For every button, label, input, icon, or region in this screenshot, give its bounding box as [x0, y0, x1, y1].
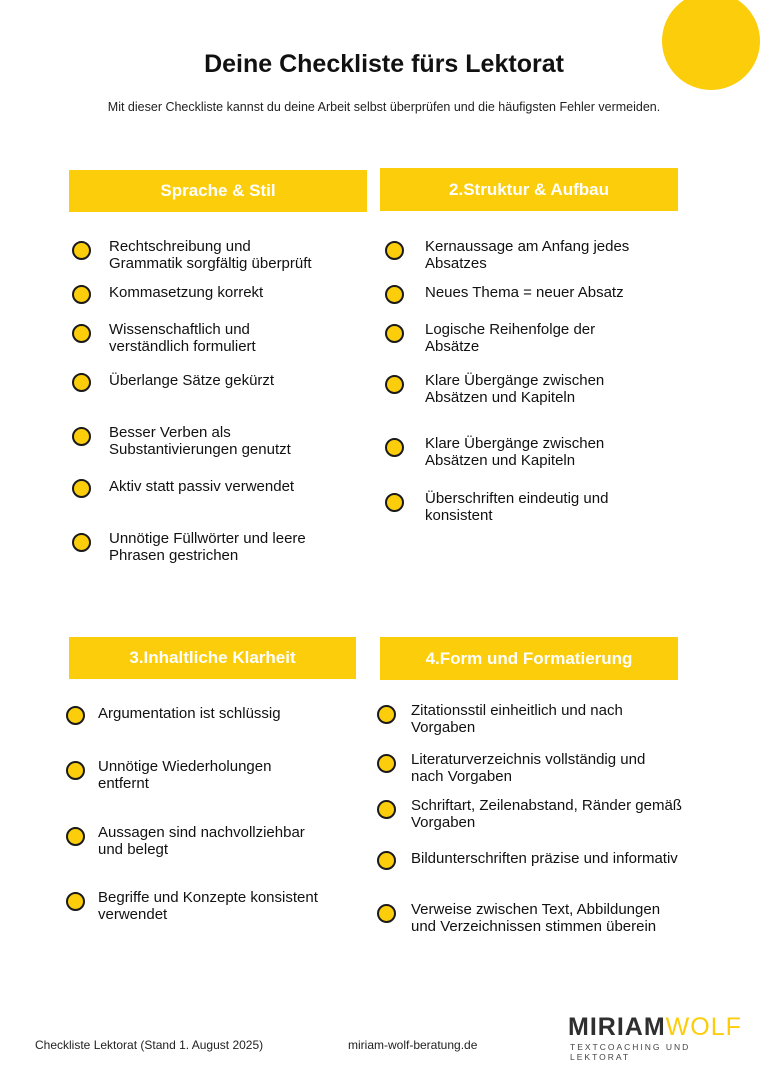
checklist-item-text [425, 372, 604, 406]
checklist-item-text [109, 321, 256, 355]
checkbox-circle-icon[interactable] [72, 533, 91, 552]
checklist-item-line: Wissenschaftlich und [109, 321, 250, 338]
checkbox-circle-icon[interactable] [377, 851, 396, 870]
checklist-item-text [425, 284, 624, 301]
checklist-item-text [411, 702, 623, 736]
checkbox-circle-icon[interactable] [72, 373, 91, 392]
checkbox-circle-icon[interactable] [66, 827, 85, 846]
brand-logo [568, 1014, 748, 1062]
checkbox-circle-icon[interactable] [72, 241, 91, 260]
checklist-item-line: Zitationsstil einheitlich und nach [411, 702, 623, 719]
checkbox-circle-icon[interactable] [385, 438, 404, 457]
checklist-item-text [109, 238, 312, 272]
checklist-item-text [425, 238, 629, 272]
checklist-item-line: Überschriften eindeutig und [425, 490, 609, 507]
checkbox-circle-icon[interactable] [385, 493, 404, 512]
checklist-item-line: Schriftart, Zeilenabstand, Ränder gemäß [411, 797, 682, 814]
checklist-item-line: und Verzeichnissen stimmen überein [411, 918, 657, 935]
checklist-item-text [425, 321, 595, 355]
checklist-item-line: Substantivierungen genutzt [109, 441, 291, 458]
checkbox-circle-icon[interactable] [385, 324, 404, 343]
checklist-item-line: Literaturverzeichnis vollständig und [411, 751, 646, 768]
logo-first-name: MIRIAM [568, 1013, 666, 1041]
checkbox-circle-icon[interactable] [66, 761, 85, 780]
section-header: Sprache & Stil [69, 170, 367, 212]
checkbox-circle-icon[interactable] [72, 427, 91, 446]
checklist-item-text [411, 901, 660, 935]
checkbox-circle-icon[interactable] [377, 800, 396, 819]
checkbox-circle-icon[interactable] [72, 324, 91, 343]
checkbox-circle-icon[interactable] [72, 479, 91, 498]
checkbox-circle-icon[interactable] [66, 892, 85, 911]
checklist-item-line: Neues Thema = neuer Absatz [425, 284, 624, 301]
checklist-item-line: entfernt [98, 775, 149, 792]
checkbox-circle-icon[interactable] [385, 285, 404, 304]
checklist-item-text [425, 490, 608, 524]
checklist-item-line: Besser Verben als [109, 424, 231, 441]
checklist-item-line: verständlich formuliert [109, 338, 256, 355]
checklist-item-text [109, 284, 263, 301]
checklist-item-line: Phrasen gestrichen [109, 547, 239, 564]
checklist-item-line: Klare Übergänge zwischen [425, 372, 605, 389]
checklist-item-text [109, 530, 306, 564]
checklist-item-line: Absätzen und Kapiteln [425, 389, 576, 406]
checklist-item-text [109, 478, 294, 495]
checkbox-circle-icon[interactable] [385, 241, 404, 260]
checklist-item-text [411, 751, 645, 785]
logo-tagline: TEXTCOACHING UND LEKTORAT [570, 1042, 691, 1062]
checklist-item-line: Vorgaben [411, 719, 476, 736]
checklist-item-line: Begriffe und Konzepte konsistent [98, 889, 318, 906]
checklist-item-text [98, 758, 271, 792]
checklist-item-line: Aussagen sind nachvollziehbar [98, 824, 305, 841]
checklist-item-text [425, 435, 604, 469]
checklist-item-text [109, 372, 274, 389]
section-header: 4.Form und Formatierung [380, 637, 678, 680]
checkbox-circle-icon[interactable] [377, 904, 396, 923]
logo-last-name: WOLF [665, 1013, 742, 1041]
checklist-item-line: Absatzes [425, 255, 487, 272]
checklist-item-line: Kommasetzung korrekt [109, 284, 264, 301]
checklist-item-line: und belegt [98, 841, 169, 858]
checklist-item-line: Absätzen und Kapiteln [425, 452, 576, 469]
checklist-item-text [98, 889, 318, 923]
checklist-item-line: verwendet [98, 906, 168, 923]
checklist-item-line: Unnötige Wiederholungen [98, 758, 272, 775]
checklist-item-text [411, 850, 678, 867]
checklist-item-line: Verweise zwischen Text, Abbildungen [411, 901, 661, 918]
checklist-item-line: Argumentation ist schlüssig [98, 705, 281, 722]
checkbox-circle-icon[interactable] [377, 754, 396, 773]
section-header: 3.Inhaltliche Klarheit [69, 637, 356, 679]
checklist-item-text [98, 705, 281, 722]
checklist-item-line: Klare Übergänge zwischen [425, 435, 605, 452]
checklist-item-line: Logische Reihenfolge der [425, 321, 596, 338]
checklist-item-line: Aktiv statt passiv verwendet [109, 478, 295, 495]
page-title: Deine Checkliste fürs Lektorat [204, 50, 564, 78]
checklist-item-text [411, 797, 682, 831]
checkbox-circle-icon[interactable] [385, 375, 404, 394]
checkbox-circle-icon[interactable] [377, 705, 396, 724]
checklist-item-text [109, 424, 291, 458]
footer-stand: Checkliste Lektorat (Stand 1. August 2025) [35, 1038, 264, 1052]
checklist-item-line: Grammatik sorgfältig überprüft [109, 255, 312, 272]
checklist-item-line: Überlange Sätze gekürzt [109, 372, 275, 389]
checkbox-circle-icon[interactable] [72, 285, 91, 304]
checklist-item-text [98, 824, 305, 858]
page-subtitle: Mit dieser Checkliste kannst du deine Arbeit selbst überprüfen und die häufigsten Fehler vermeiden. [107, 100, 661, 114]
checklist-item-line: Rechtschreibung und [109, 238, 251, 255]
checkbox-circle-icon[interactable] [66, 706, 85, 725]
section-header: 2.Struktur & Aufbau [380, 168, 678, 211]
checklist-item-line: Bildunterschriften präzise und informativ [411, 850, 678, 867]
checklist-item-line: Absätze [425, 338, 480, 355]
checklist-item-line: Vorgaben [411, 814, 476, 831]
footer-website: miriam-wolf-beratung.de [348, 1038, 478, 1052]
checklist-item-line: Kernaussage am Anfang jedes [425, 238, 630, 255]
checklist-item-line: konsistent [425, 507, 493, 524]
checklist-item-line: nach Vorgaben [411, 768, 512, 785]
checklist-item-line: Unnötige Füllwörter und leere [109, 530, 306, 547]
